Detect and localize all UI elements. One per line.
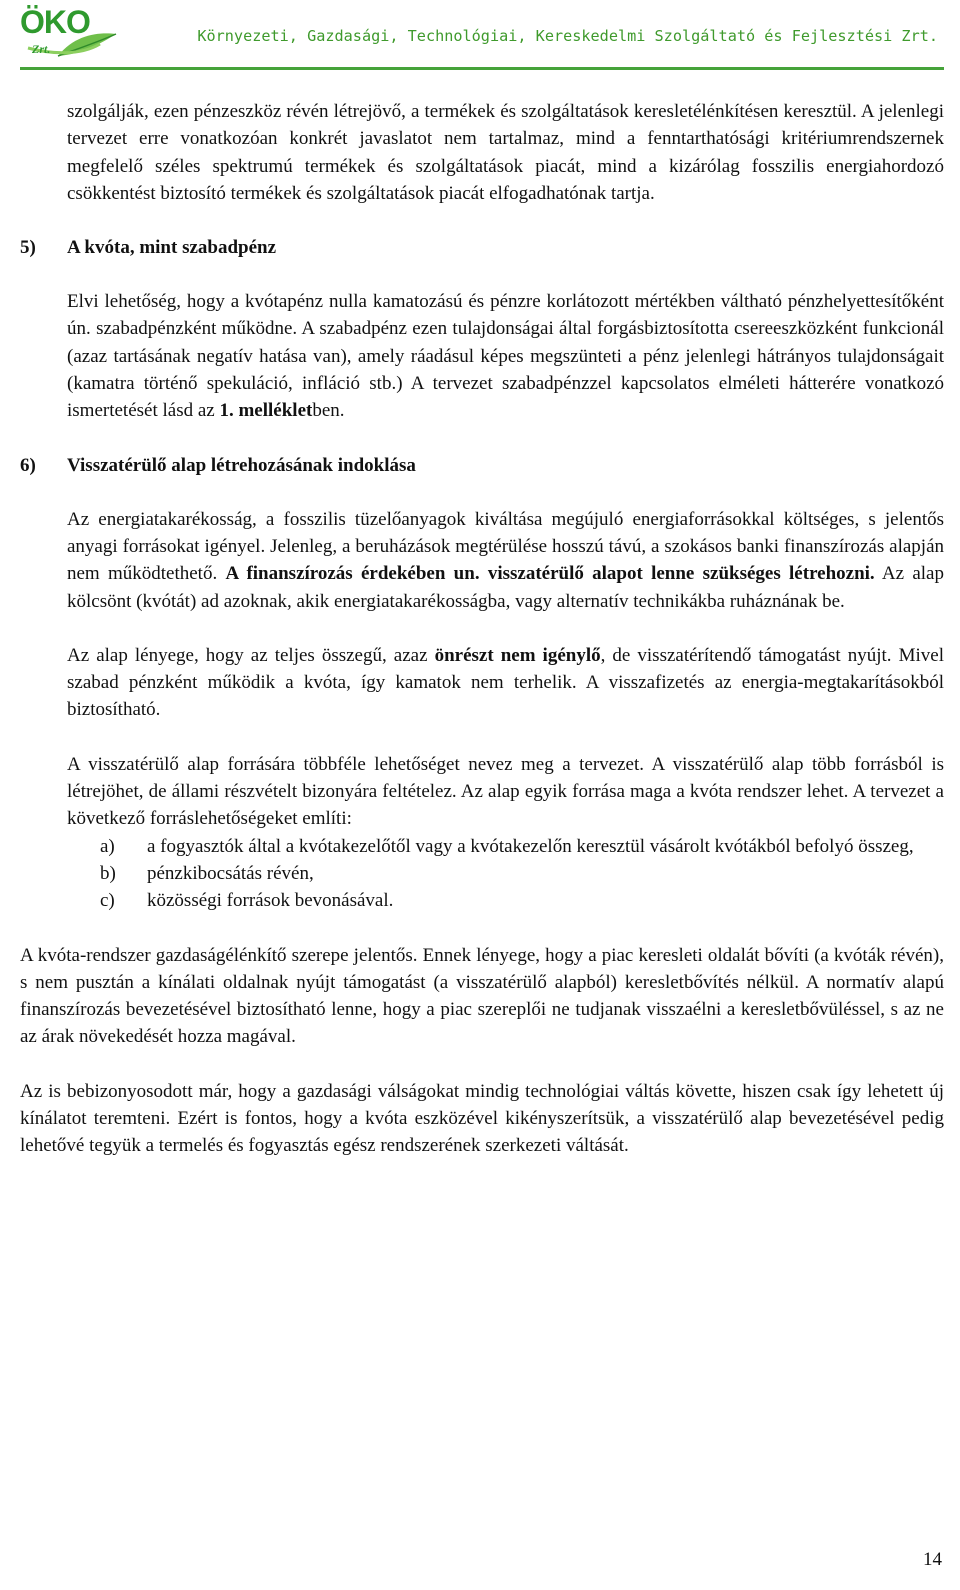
paragraph-text-tail: ben. (312, 400, 345, 422)
body-paragraph: Az is bebizonyosodott már, hogy a gazdasági válságokat mindig technológiai váltás követte, hiszen csak így lehetett új kínálatot teremteni. Ezért is fontos, hogy a kvóta eszközével kikényszerítsük, a visszatérülő alap bevezetésével pedig lehetővé tegyük a termelés és fogyasztás egész rendszerének szerkezeti váltását. (20, 1080, 944, 1157)
list-item (100, 887, 944, 914)
paragraph-text: Az energiatakarékosság, a fosszilis tüzelőanyagok kiváltása megújuló energiaforrásokkal költséges, s jelentős anyagi forrásokat igényel. Jelenleg, a beruházások megtérülése hosszú távú, a szokásos banki finanszírozás alapján nem működtethető. (67, 508, 944, 585)
document-body (20, 98, 944, 1160)
list-marker: a) (100, 835, 115, 857)
paragraph-text: Elvi lehetőség, hogy a kvótapénz nulla kamatozású és pénzre korlátozott mértékben váltható pénzhelyettesítőként ún. szabadpénzként működne. A szabadpénz ezen tulajdonságai által forgásbiztosította csereeszközként funkcionál (azaz tartásának negatív hatása van), amely ráadásul képes megszünteti a pénz jelenlegi hátrányos tulajdonságait (kamatra történő spekuláció, infláció stb.) A tervezet szabadpénzzel kapcsolatos elméleti hátterére vonatkozó ismertetését lásd az (67, 291, 944, 422)
intro-paragraph: szolgálják, ezen pénzeszköz révén létrejövő, a termékek és szolgáltatások keresletélénkítésen keresztül. A jelenlegi tervezet erre vonatkozóan konkrét javaslatot nem tartalmaz, mind a fenntarthatósági kritériumrendszernek megfelelő széles spektrumú termékek és szolgáltatások piacát, mind a kizárólag fosszilis energiahordozó csökkentést biztosító termékek és szolgáltatások piacát elfogadhatónak tartja. (67, 101, 944, 204)
list-item-text: pénzkibocsátás révén, (147, 862, 314, 884)
emphasis-text: A finanszírozás érdekében un. visszatérülő alapot lenne szükséges létrehozni. (225, 563, 875, 585)
paragraph-text: Az alap kölcsönt (kvótát) ad azoknak, akik energiatakarékosságba, vagy alternatív technikákba ruháznának be. (67, 563, 944, 612)
list-item (100, 860, 944, 887)
paragraph-text: Az alap lényege, hogy az teljes összegű, azaz (67, 644, 435, 666)
section-6-paragraph-3: A visszatérülő alap forrására többféle lehetőséget nevez meg a tervezet. A visszatérülő alap több forrásból is létrejöhet, de állami részvételt bizonyára feltételez. Az alap egyik forrása maga a kvóta rendszer lehet. A tervezet a következő forráslehetőségeket említi: (67, 753, 944, 830)
body-paragraph: A kvóta-rendszer gazdaságélénkítő szerepe jelentős. Ennek lényege, hogy a piac keresleti oldalát bővíti (a kvóták révén), s nem pusztán a kínálati oldalnak nyújt támogatást (a visszatérülő alapból) keresletbővítés nélkül. A normatív alapú finanszírozás bevezetésével biztosítható lenne, hogy a piac szereplői ne tudjanak visszaélni a keresletbővüléssel, s az ne az árak növekedését hozza magával. (20, 944, 944, 1048)
section-number: 5) (20, 237, 36, 259)
list-item (100, 833, 944, 860)
list-item-text: közösségi források bevonásával. (147, 890, 394, 912)
logo-wordmark: ÖKO (20, 4, 90, 40)
list-item-text: a fogyasztók által a kvótakezelőtől vagy a kvótakezelőn keresztül vásárolt kvótákból befolyó összeg, (147, 835, 914, 857)
section-5-heading (20, 234, 944, 261)
page-header (0, 0, 960, 72)
company-logo (20, 4, 120, 66)
list-marker: c) (100, 890, 115, 912)
section-title: Visszatérülő alap létrehozásának indoklása (67, 454, 416, 476)
section-6-paragraph-1 (67, 506, 944, 615)
section-6-heading (20, 452, 944, 479)
header-company-name: Környezeti, Gazdasági, Technológiai, Kereskedelmi Szolgáltató és Fejlesztési Zrt. (197, 27, 938, 45)
section-6-paragraph-2 (67, 642, 944, 724)
funding-sources-list (100, 833, 944, 915)
logo-subtext: Zrt. (32, 42, 51, 56)
emphasis-text: önrészt nem igénylő (434, 644, 601, 666)
section-title: A kvóta, mint szabadpénz (67, 237, 277, 259)
page-number: 14 (923, 1549, 942, 1570)
section-number: 6) (20, 454, 36, 476)
appendix-reference: 1. melléklet (219, 400, 313, 422)
list-marker: b) (100, 862, 116, 884)
paragraph-text: , de visszatérítendő támogatást nyújt. Mivel szabad pénzként működik a kvóta, így kamatok nem terhelik. A visszafizetés az energia-megtakarításokból biztosítható. (67, 644, 944, 721)
section-5-paragraph (67, 288, 944, 424)
header-divider (20, 67, 944, 70)
